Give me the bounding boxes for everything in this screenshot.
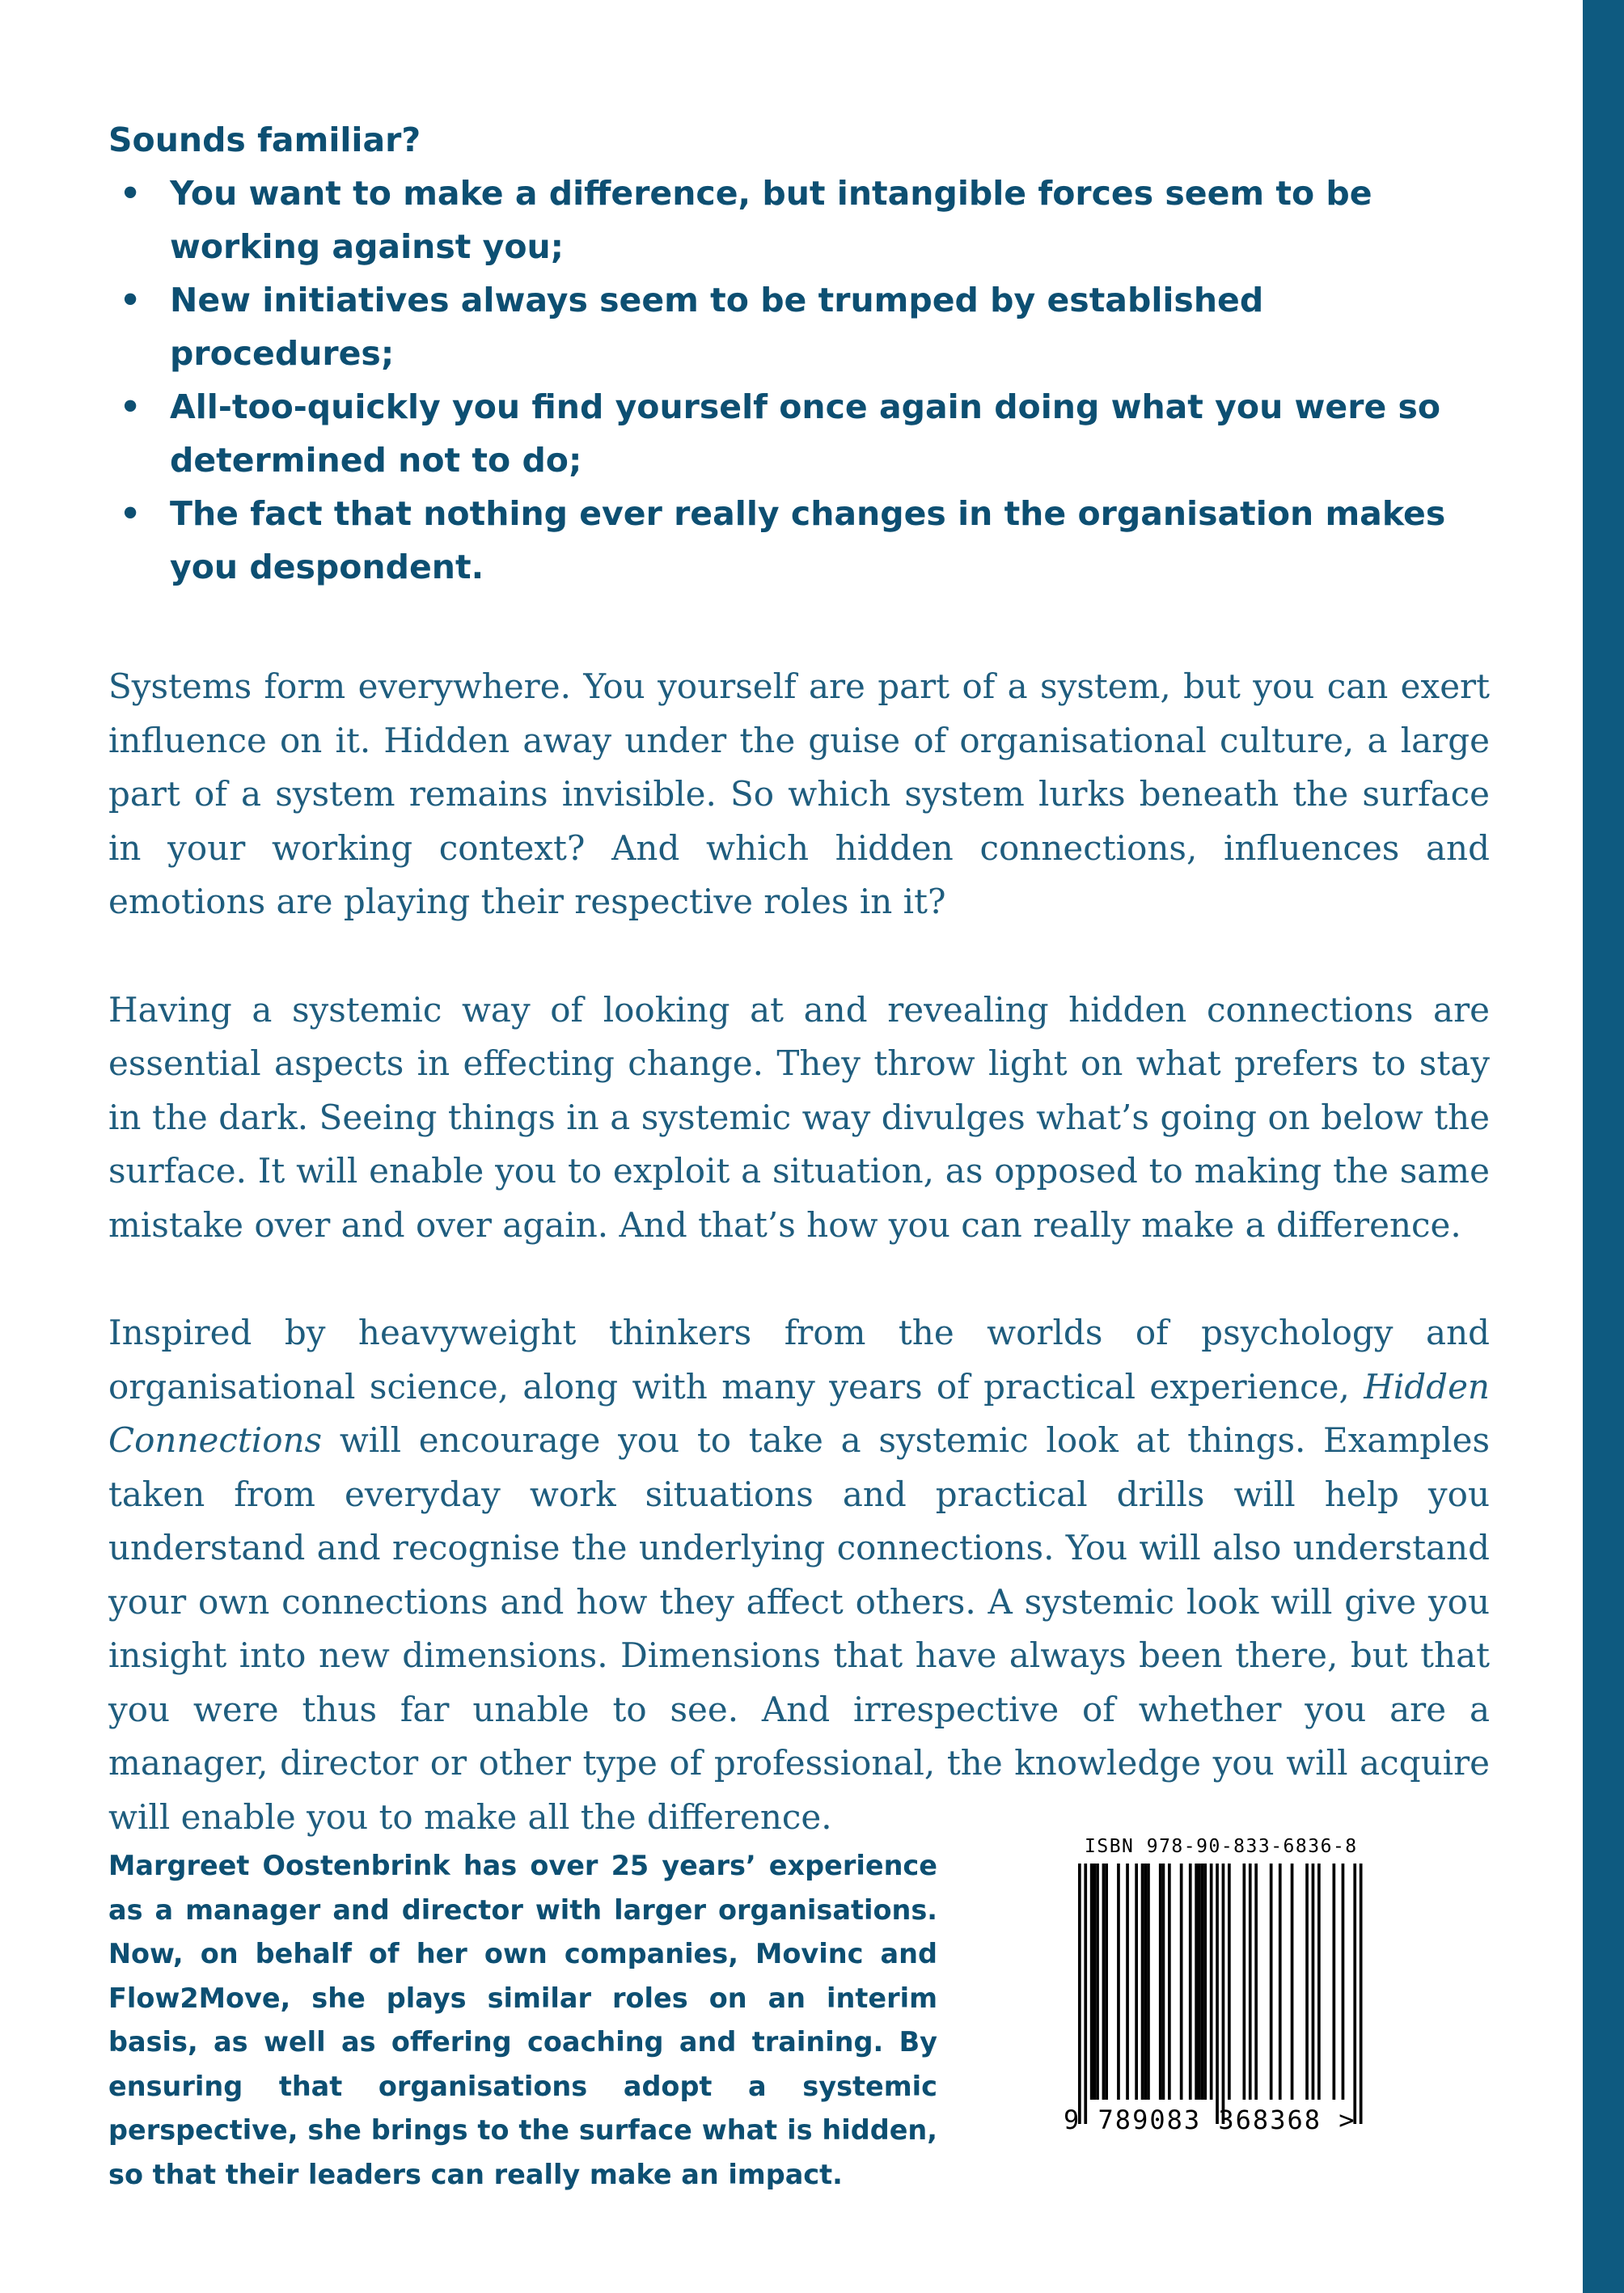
- barcode-bar: [1353, 1864, 1356, 2124]
- paragraph-text: Inspired by heavyweight thinkers from the worlds of psychology and organisational science, along with many years of practical experience,: [108, 1313, 1490, 1407]
- barcode-bar: [1093, 1864, 1097, 2100]
- list-item: [108, 380, 1490, 487]
- barcode-bars: [1078, 1864, 1385, 2126]
- book-title: Hidden Connections: [108, 1366, 1490, 1460]
- barcode-bar: [1084, 1864, 1087, 2124]
- barcode-bar: [1216, 1864, 1219, 2124]
- list-item: [108, 487, 1490, 594]
- barcode-bar: [1198, 1864, 1201, 2100]
- bottom-section: [108, 1836, 1516, 2190]
- barcode-bar: [1078, 1864, 1081, 2124]
- barcode-bar: [1312, 1864, 1315, 2100]
- barcode-bar: [1117, 1864, 1120, 2100]
- barcode-bar: [1141, 1864, 1144, 2100]
- barcode-bar: [1270, 1864, 1273, 2100]
- paragraph-text: will encourage you to take a systemic look at things. Examples taken from everyday work situations and practical drills will help you understand and recognise the underlying connections. You will also understand your own connections and how they affect others. A systemic look will give you insight into new dimensions. Dimensions that have always been there, but that you were thus far unable to see. And irrespective of whether you are a manager, director or other type of professional, the knowledge you will acquire will enable you to make all the difference.: [108, 1420, 1490, 1837]
- barcode-bar: [1291, 1864, 1294, 2100]
- barcode-bar: [1305, 1864, 1309, 2100]
- bullet-text: All-too-quickly you find yourself once again doing what you were so determined not to do;: [170, 387, 1441, 480]
- barcode-bar: [1254, 1864, 1258, 2100]
- barcode-bar: [1317, 1864, 1321, 2100]
- back-cover-text: [108, 113, 1490, 1844]
- barcode-bar: [1279, 1864, 1282, 2100]
- bullet-icon: •: [120, 387, 142, 426]
- barcode-bar: [1102, 1864, 1106, 2100]
- barcode-bar: [1144, 1864, 1147, 2100]
- barcode-bar: [1159, 1864, 1162, 2100]
- barcode-bar: [1228, 1864, 1231, 2100]
- barcode-bar: [1105, 1864, 1108, 2100]
- barcode-bar: [1210, 1864, 1213, 2100]
- spine-stripe: [1583, 0, 1624, 2293]
- bullet-text: You want to make a difference, but intangible forces seem to be working against you;: [170, 174, 1372, 266]
- body-paragraph-connections: Having a systemic way of looking at and revealing hidden connections are essential aspects in effecting change. They throw light on what prefers to stay in the dark. Seeing things in a systemic way divulges what’s going on below the surface. It will enable you to exploit a situation, as opposed to making the same mistake over and over again. And that’s how you can really make a difference.: [108, 989, 1490, 1245]
- barcode-bar: [1342, 1864, 1345, 2100]
- barcode-bar: [1168, 1864, 1171, 2100]
- barcode-bar: [1243, 1864, 1246, 2100]
- barcode-bar: [1201, 1864, 1204, 2100]
- barcode-bar: [1189, 1864, 1192, 2100]
- barcode-bar: [1162, 1864, 1165, 2100]
- barcode-digits: 9 789083 368368 >: [1064, 2105, 1356, 2135]
- barcode-bar: [1090, 1864, 1093, 2100]
- barcode-bar: [1203, 1864, 1207, 2100]
- barcode-bar: [1222, 1864, 1225, 2124]
- bullet-icon: •: [120, 174, 142, 213]
- bullet-icon: •: [120, 281, 142, 319]
- barcode-bar: [1126, 1864, 1129, 2100]
- barcode-bar: [1180, 1864, 1183, 2100]
- barcode-bar: [1249, 1864, 1252, 2100]
- barcode-bar: [1195, 1864, 1198, 2100]
- list-item: [108, 167, 1490, 273]
- bullet-text: The fact that nothing ever really changes in the organisation makes you despondent.: [170, 494, 1446, 586]
- bullet-list: [108, 167, 1490, 594]
- list-item: [108, 273, 1490, 380]
- bullet-text: New initiatives always seem to be trumped by established procedures;: [170, 281, 1264, 373]
- body-paragraph-inspired: [108, 1306, 1490, 1844]
- barcode-bar: [1096, 1864, 1099, 2100]
- barcode-bar: [1135, 1864, 1138, 2100]
- intro-heading: Sounds familiar?: [108, 121, 421, 159]
- author-bio: Margreet Oostenbrink has over 25 years’ experience as a manager and director with larger organisations. Now, on behalf of her own companies, Movinc and Flow2Move, she plays similar roles on an interim basis, as well as offering coaching and training. By ensuring that organisations adopt a systemic perspective, she brings to the surface what is hidden, so that their leaders can really make an impact.: [108, 1850, 937, 2190]
- isbn-label: ISBN 978-90-833-6836-8: [1085, 1836, 1358, 1857]
- body-paragraph-systems: Systems form everywhere. You yourself are part of a system, but you can exert influence on it. Hidden away under the guise of organisational culture, a large part of a system remains invisible. So which system lurks beneath the surface in your working context? And which hidden connections, influences and emotions are playing their respective roles in it?: [108, 666, 1490, 921]
- barcode-bar: [1333, 1864, 1336, 2100]
- barcode-bar: [1147, 1864, 1150, 2100]
- barcode-bar: [1360, 1864, 1363, 2124]
- bullet-icon: •: [120, 494, 142, 533]
